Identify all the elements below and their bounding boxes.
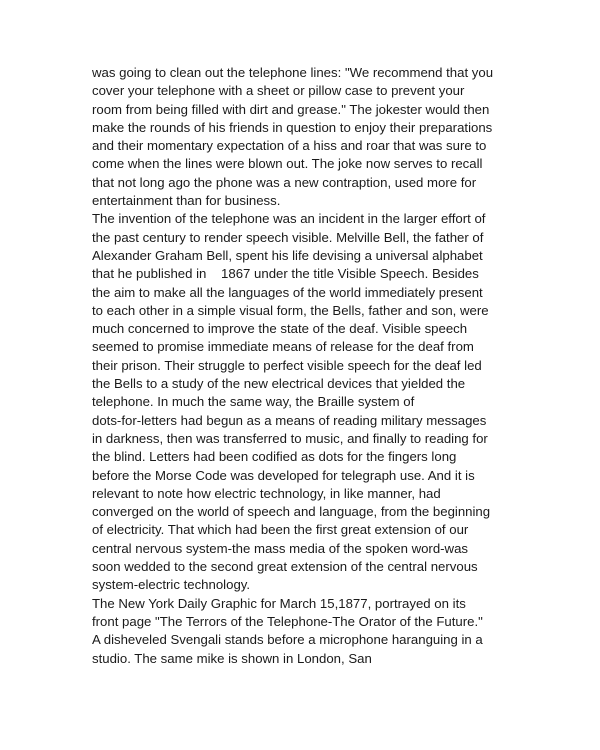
text-line: soon wedded to the second great extension of the central nervous (92, 559, 478, 575)
text-line: room from being filled with dirt and grease." The jokester would then (92, 101, 490, 117)
text-line: come when the lines were blown out. The joke now serves to recall (92, 156, 483, 172)
text-line: dots-for-letters had begun as a means of reading military messages (92, 412, 487, 428)
text-line: The invention of the telephone was an incident in the larger effort of (92, 211, 486, 227)
text-line: before the Morse Code was developed for telegraph use. And it is (92, 467, 475, 483)
text-line: that he published in 1867 under the title Visible Speech. Besides (92, 266, 479, 282)
text-line: entertainment than for business. (92, 193, 281, 209)
text-line: front page "The Terrors of the Telephone-The Orator of the Future." (92, 613, 483, 629)
text-line: converged on the world of speech and language, from the beginning (92, 504, 491, 520)
text-line: studio. The same mike is shown in London, San (92, 650, 372, 666)
text-line: system-electric technology. (92, 577, 251, 593)
text-line: and their momentary expectation of a hiss and roar that was sure to (92, 138, 487, 154)
text-line: A disheveled Svengali stands before a microphone haranguing in a (92, 632, 483, 648)
text-line: that not long ago the phone was a new contraption, used more for (92, 174, 477, 190)
text-line: Alexander Graham Bell, spent his life devising a universal alphabet (92, 247, 483, 263)
text-line: in darkness, then was transferred to music, and finally to reading for (92, 430, 488, 446)
text-line: central nervous system-the mass media of the spoken word-was (92, 540, 469, 556)
text-line: seemed to promise immediate means of release for the deaf from (92, 339, 474, 355)
text-line: the aim to make all the languages of the world immediately present (92, 284, 483, 300)
text-line: the blind. Letters had been codified as dots for the fingers long (92, 449, 457, 465)
text-line: cover your telephone with a sheet or pillow case to prevent your (92, 83, 465, 99)
body-text (92, 64, 522, 668)
text-line: of electricity. That which had been the first great extension of our (92, 522, 469, 538)
text-line: their prison. Their struggle to perfect visible speech for the deaf led (92, 357, 482, 373)
text-line: relevant to note how electric technology, in like manner, had (92, 485, 441, 501)
text-line: the Bells to a study of the new electrical devices that yielded the (92, 376, 466, 392)
text-line: make the rounds of his friends in question to enjoy their preparations (92, 119, 493, 135)
text-line: was going to clean out the telephone lines: "We recommend that you (92, 65, 494, 80)
text-line: the past century to render speech visible. Melville Bell, the father of (92, 229, 484, 245)
text-line: telephone. In much the same way, the Braille system of (92, 394, 415, 410)
text-line: much concerned to improve the state of the deaf. Visible speech (92, 321, 468, 337)
text-line: The New York Daily Graphic for March 15,1877, portrayed on its (92, 595, 466, 611)
text-line: to each other in a simple visual form, the Bells, father and son, were (92, 302, 489, 318)
